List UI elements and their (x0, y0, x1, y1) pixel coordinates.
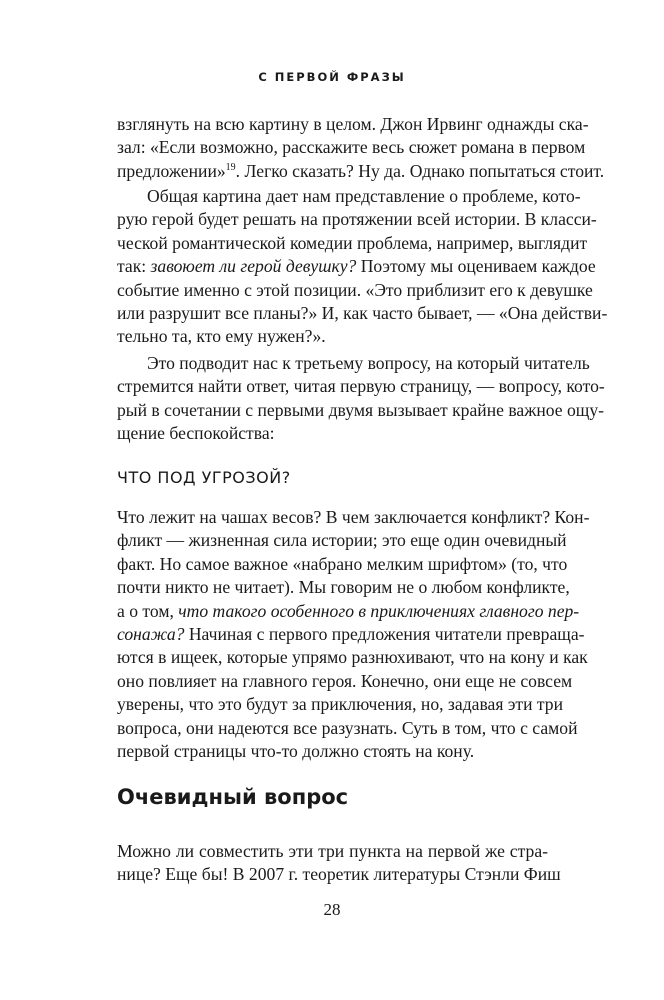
text-line (117, 646, 588, 669)
text-line (117, 325, 548, 348)
text: почти никто не читает). Мы говорим не о любом конфликте, (117, 577, 570, 598)
text-line (117, 160, 605, 183)
text-line (117, 576, 570, 599)
italic-text: сонажа? (117, 623, 185, 644)
text: Что лежит на чашах весов? В чем заключается конфликт? Кон- (117, 507, 590, 527)
text: щение беспокойства: (117, 423, 275, 444)
italic-text: что такого особенного в приключениях главного пер- (178, 600, 580, 621)
text-line (117, 302, 608, 325)
text-line (117, 623, 585, 646)
text: первой страницы что-то должно стоять на кону. (117, 740, 475, 761)
paragraph (117, 840, 561, 887)
text-line (117, 600, 580, 623)
text-line (117, 232, 588, 255)
text-line (117, 840, 548, 863)
text: взглянуть на всю картину в целом. Джон Ирвинг однажды ска- (117, 114, 589, 134)
section-heading: Очевидный вопрос (117, 785, 349, 809)
text: Общая картина дает нам представление о проблеме, кото- (147, 186, 581, 206)
text: а о том, (117, 600, 179, 621)
text: или разрушит все планы?» И, как часто бывает, — «Она действи- (117, 302, 608, 323)
text-line (117, 208, 597, 231)
running-header: С ПЕРВОЙ ФРАЗЫ (258, 70, 406, 84)
text-line (117, 506, 590, 529)
text: Поэтому мы оцениваем каждое (356, 256, 596, 277)
footnote-ref: 19 (225, 161, 236, 173)
text-line (117, 399, 604, 422)
text-line (117, 113, 589, 136)
text: факт. Но самое важное «набрано мелким шрифтом» (то, что (117, 553, 568, 574)
text-line (117, 670, 573, 693)
text: нице? Еще бы! В 2007 г. теоретик литературы Стэнли Фиш (117, 864, 561, 885)
text-line (117, 553, 568, 576)
text-line (117, 185, 581, 208)
text-line (117, 529, 567, 552)
text: Начиная с первого предложения читатели превраща- (184, 623, 585, 644)
italic-text: завоюет ли герой девушку? (150, 256, 357, 277)
paragraph (117, 185, 608, 349)
subheading: ЧТО ПОД УГРОЗОЙ? (117, 468, 291, 487)
text: рый в сочетании с первыми двумя вызывает крайне важное ощу- (117, 399, 604, 420)
text-line (117, 863, 561, 886)
text-line (117, 375, 605, 398)
paragraph (117, 113, 605, 183)
text-line (117, 255, 596, 278)
text-line (117, 717, 578, 740)
text: Это подводит нас к третьему вопросу, на который читатель (147, 353, 590, 373)
paragraph (117, 506, 590, 763)
text-line (117, 279, 593, 302)
text: зал: «Если возможно, расскажите весь сюжет романа в первом (117, 137, 586, 158)
page-number: 28 (323, 900, 341, 919)
text: стремится найти ответ, читая первую страницу, — вопросу, кото- (117, 376, 605, 397)
text: тельно та, кто ему нужен?». (117, 326, 326, 347)
text: уверены, что это будут за приключения, но, задавая эти три (117, 694, 563, 715)
text: оно повлияет на главного героя. Конечно, они еще не совсем (117, 670, 573, 691)
text: ются в ищеек, которые упрямо разнюхивают, что на кону и как (117, 647, 588, 668)
text-line (117, 352, 590, 375)
text: фликт — жизненная сила истории; это еще один очевидный (117, 530, 567, 551)
paragraph (117, 352, 605, 446)
text: так: (117, 256, 151, 277)
text-line (117, 422, 548, 445)
text-line (117, 740, 548, 763)
text-line (117, 693, 563, 716)
text: . Легко сказать? Ну да. Однако попытаться стоит. (235, 160, 605, 181)
text: Можно ли совместить эти три пункта на первой же стра- (117, 841, 548, 861)
text: предложении» (117, 160, 226, 181)
text: событие именно с этой позиции. «Это приблизит его к девушке (117, 279, 593, 300)
text: рую герой будет решать на протяжении всей истории. В класси- (117, 209, 597, 230)
text: ческой романтической комедии проблема, например, выглядит (117, 232, 588, 253)
text-line (117, 136, 586, 159)
text: вопроса, они надеются все разузнать. Суть в том, что с самой (117, 717, 578, 738)
